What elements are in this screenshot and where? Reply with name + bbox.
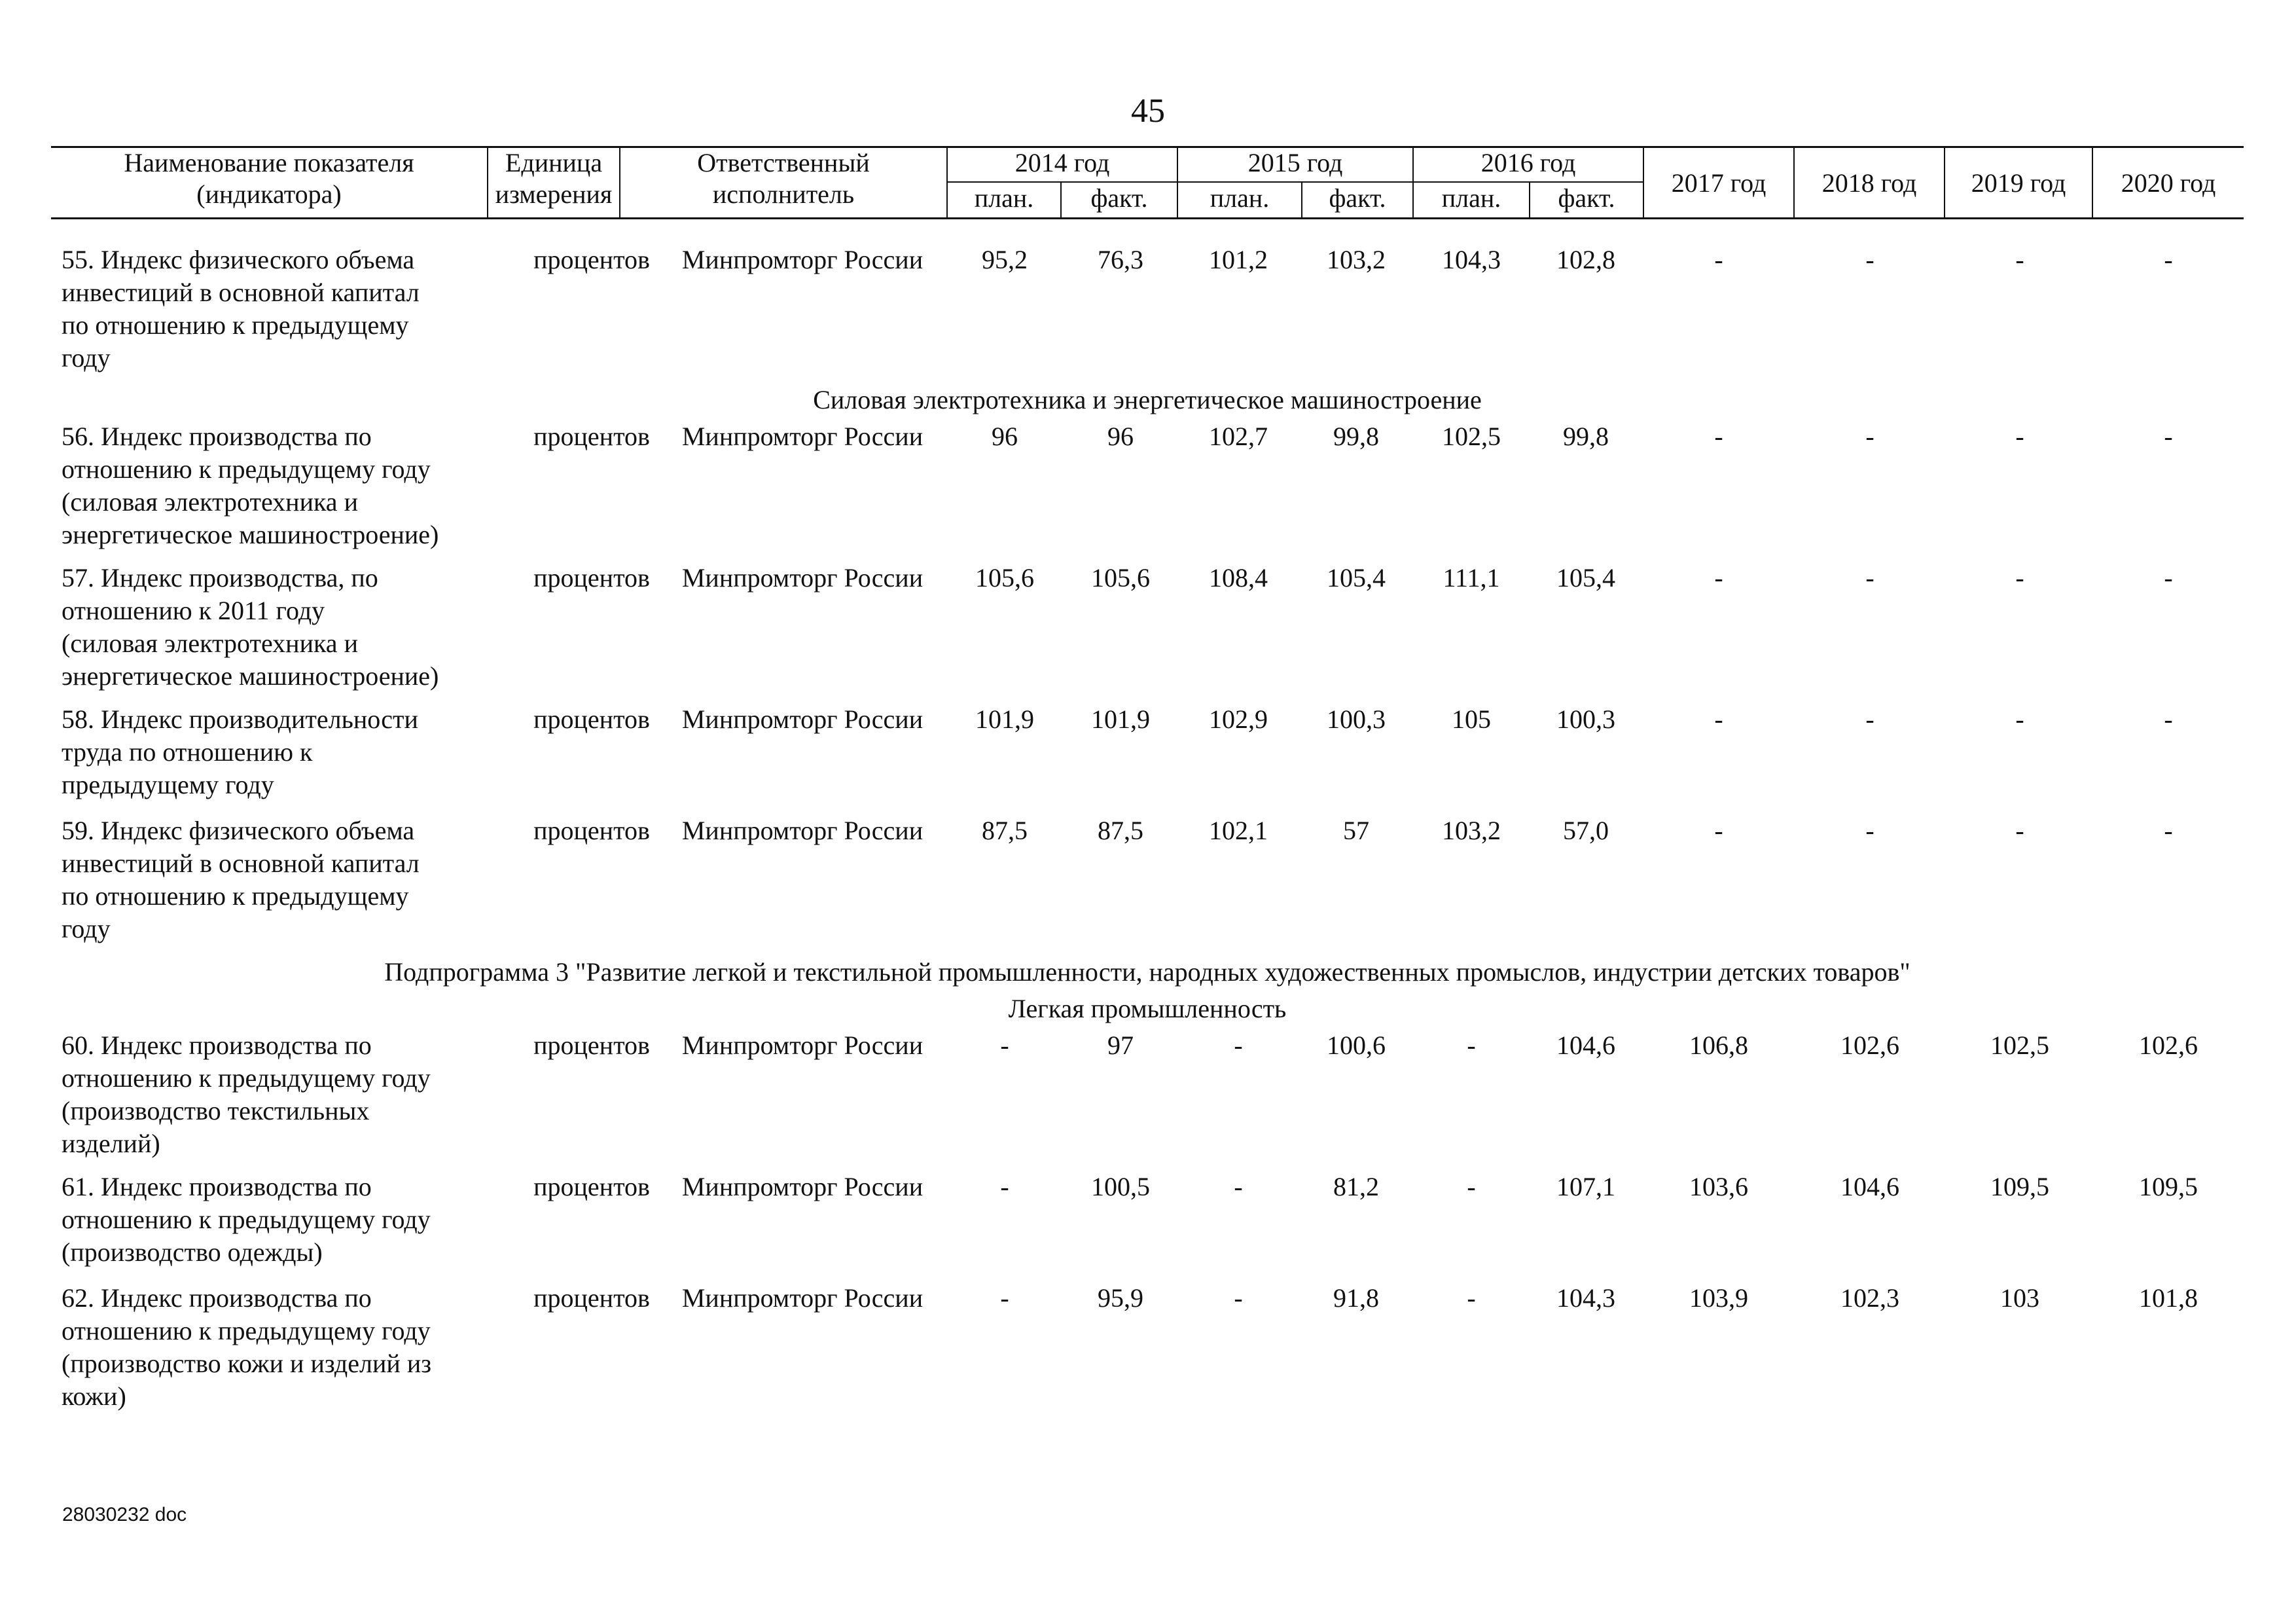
responsible-executor: Минпромторг России [681,1283,924,1313]
header-year-2018: 2018 год [1795,146,1945,218]
table-row [51,814,2244,956]
value-cell: 104,6 [1840,1172,1899,1201]
unit-of-measure: процентов [533,563,650,593]
value-cell: 108,4 [1209,563,1268,593]
header-bottom-rule [51,217,2244,219]
section-title: Подпрограмма 3 "Развитие легкой и текстильной промышленности, народных художественных промыслов, индустрии детских товаров" [384,957,1910,987]
value-cell: 57,0 [1563,816,1609,845]
value-cell: - [2015,704,2024,734]
value-cell: 99,8 [1333,422,1379,451]
header-2016-plan: план. [1412,183,1529,218]
value-cell: - [1467,1283,1476,1313]
value-cell: - [1467,1172,1476,1201]
value-cell: - [2164,245,2173,274]
value-cell: 106,8 [1689,1030,1748,1060]
header-unit: Единица измерения [487,147,619,218]
value-cell: - [1865,422,1874,451]
value-cell: 81,2 [1333,1172,1379,1201]
responsible-executor: Минпромторг России [681,816,924,845]
value-cell: 107,1 [1556,1172,1615,1201]
table-row [51,703,2244,814]
value-cell: - [1865,704,1874,734]
table-row [51,1282,2244,1411]
value-cell: 105,4 [1556,563,1615,593]
value-cell: 105,4 [1327,563,1386,593]
value-cell: 102,5 [1442,422,1501,451]
value-cell: 101,2 [1209,245,1268,274]
indicator-name: 60. Индекс производства по отношению к предыдущему году (производство текстильных изделий) [62,1030,431,1158]
value-cell: 76,3 [1098,245,1143,274]
value-cell: - [2164,563,2173,593]
value-cell: 102,5 [1990,1030,2049,1060]
value-cell: 101,8 [2139,1283,2198,1313]
value-cell: - [1865,563,1874,593]
value-cell: - [1714,422,1723,451]
value-cell: 96 [1107,422,1134,451]
header-year-2014: 2014 год [946,147,1177,183]
indicator-name: 59. Индекс физического объема инвестиций в основной капитал по отношению к предыдущему году [62,816,420,943]
value-cell: - [2015,563,2024,593]
value-cell: 100,3 [1327,704,1386,734]
value-cell: - [1865,816,1874,845]
value-cell: 101,9 [1091,704,1150,734]
indicator-name: 55. Индекс физического объема инвестиций в основной капитал по отношению к предыдущему году [62,245,420,373]
value-cell: - [1714,245,1723,274]
header-year-2016: 2016 год [1412,147,1643,183]
header-2015-fact: факт. [1301,183,1412,218]
value-cell: - [2015,422,2024,451]
indicator-name: 56. Индекс производства по отношению к предыдущему году (силовая электротехника и энергетическое машиностроение) [62,422,439,549]
value-cell: 95,9 [1098,1283,1143,1313]
responsible-executor: Минпромторг России [681,1172,924,1201]
value-cell: 97 [1107,1030,1134,1060]
responsible-executor: Минпромторг России [681,704,924,734]
value-cell: - [1234,1030,1243,1060]
value-cell: 104,6 [1556,1030,1615,1060]
value-cell: 103 [2000,1283,2039,1313]
table-body [51,244,2244,1411]
unit-of-measure: процентов [533,816,650,845]
value-cell: - [2164,704,2173,734]
table-header [51,147,2244,218]
value-cell: 105,6 [1091,563,1150,593]
value-cell: 87,5 [982,816,1028,845]
value-cell: 91,8 [1333,1283,1379,1313]
value-cell: 102,6 [2139,1030,2198,1060]
value-cell: 103,2 [1442,816,1501,845]
value-cell: - [2164,422,2173,451]
value-cell: 104,3 [1556,1283,1615,1313]
indicator-name: 58. Индекс производительности труда по отношению к предыдущему году [62,704,418,799]
document-id: 28030232 doc [62,1504,187,1525]
value-cell: - [1000,1172,1009,1201]
value-cell: - [1714,816,1723,845]
value-cell: 57 [1343,816,1369,845]
value-cell: 102,6 [1840,1030,1899,1060]
value-cell: 102,1 [1209,816,1268,845]
value-cell: 104,3 [1442,245,1501,274]
value-cell: 105 [1452,704,1491,734]
responsible-executor: Минпромторг России [681,563,924,593]
value-cell: - [1000,1030,1009,1060]
unit-of-measure: процентов [533,1172,650,1201]
table-row [51,420,2244,562]
section-title: Легкая промышленность [1008,994,1287,1023]
header-executor: Ответственный исполнитель [619,147,946,218]
table-row [51,1029,2244,1171]
header-year-2020: 2020 год [2093,146,2244,218]
value-cell: - [2164,816,2173,845]
value-cell: - [1865,245,1874,274]
indicator-name: 62. Индекс производства по отношению к предыдущему году (производство кожи и изделий из кожи) [62,1283,432,1411]
page-number: 45 [1131,92,1165,130]
value-cell: 111,1 [1443,563,1500,593]
header-year-2017: 2017 год [1643,146,1795,218]
unit-of-measure: процентов [533,422,650,451]
unit-of-measure: процентов [533,1030,650,1060]
header-2015-plan: план. [1177,183,1301,218]
value-cell: 87,5 [1098,816,1143,845]
header-year-2015: 2015 год [1177,147,1412,183]
section-title: Силовая электротехника и энергетическое машиностроение [813,385,1482,414]
value-cell: 105,6 [975,563,1034,593]
indicator-name: 57. Индекс производства, по отношению к 2011 году (силовая электротехника и энергетическое машиностроение) [62,563,439,691]
responsible-executor: Минпромторг России [681,245,924,274]
value-cell: 109,5 [2139,1172,2198,1201]
value-cell: 103,6 [1689,1172,1748,1201]
table-row [51,562,2244,703]
value-cell: 102,3 [1840,1283,1899,1313]
table-row [51,244,2244,384]
value-cell: 100,5 [1091,1172,1150,1201]
unit-of-measure: процентов [533,245,650,274]
header-name: Наименование показателя (индикатора) [124,148,414,209]
unit-of-measure: процентов [533,704,650,734]
value-cell: - [1714,563,1723,593]
unit-of-measure: процентов [533,1283,650,1313]
value-cell: 95,2 [982,245,1028,274]
value-cell: 102,8 [1556,245,1615,274]
header-2016-fact: факт. [1529,183,1643,218]
value-cell: - [2015,245,2024,274]
value-cell: 102,7 [1209,422,1268,451]
table-row [51,1171,2244,1282]
header-year-2019: 2019 год [1945,146,2093,218]
value-cell: - [1234,1172,1243,1201]
value-cell: - [1467,1030,1476,1060]
header-2014-fact: факт. [1060,183,1177,218]
value-cell: 109,5 [1990,1172,2049,1201]
value-cell: 103,9 [1689,1283,1748,1313]
value-cell: 102,9 [1209,704,1268,734]
responsible-executor: Минпромторг России [681,1030,924,1060]
value-cell: - [1234,1283,1243,1313]
value-cell: 96 [992,422,1018,451]
value-cell: 100,3 [1556,704,1615,734]
value-cell: 99,8 [1563,422,1609,451]
value-cell: - [2015,816,2024,845]
value-cell: 101,9 [975,704,1034,734]
value-cell: - [1000,1283,1009,1313]
value-cell: 103,2 [1327,245,1386,274]
value-cell: - [1714,704,1723,734]
responsible-executor: Минпромторг России [681,422,924,451]
indicator-name: 61. Индекс производства по отношению к предыдущему году (производство одежды) [62,1172,431,1267]
header-2014-plan: план. [946,183,1060,218]
value-cell: 100,6 [1327,1030,1386,1060]
